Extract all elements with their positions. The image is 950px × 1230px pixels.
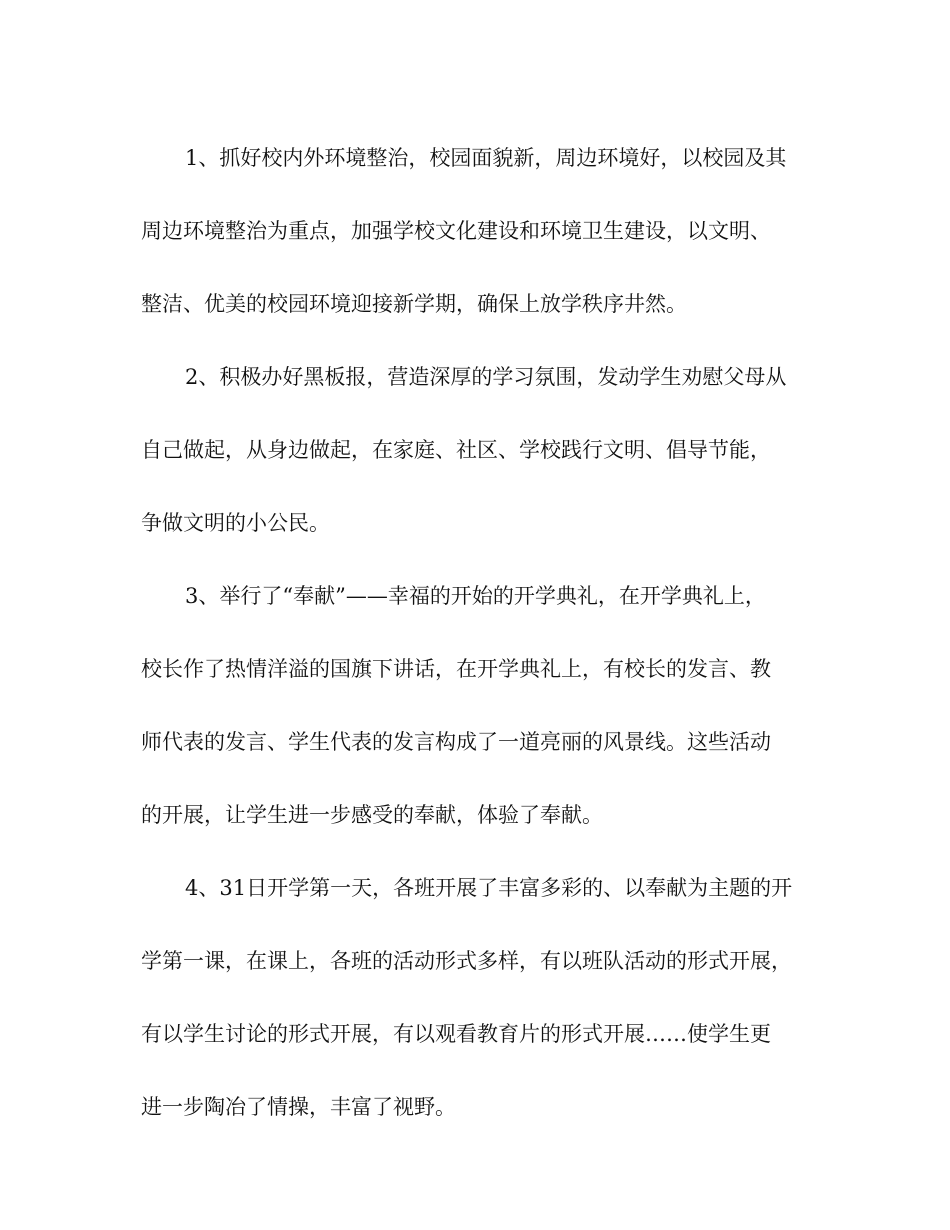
paragraph-1 [141, 122, 811, 341]
text-line: 3、举行了“奉献”——幸福的开始的开学典礼，在开学典礼上， [185, 584, 766, 608]
text-line: 争做文明的小公民。 [141, 511, 330, 535]
text-line: 2、积极办好黑板报，营造深厚的学习氛围，发动学生劝慰父母从 [185, 365, 787, 389]
text-line: 有以学生讨论的形式开展，有以观看教育片的形式开展……使学生更 [141, 1022, 771, 1046]
text-line: 1、抓好校内外环境整治，校园面貌新，周边环境好，以校园及其 [185, 146, 787, 170]
paragraph-2 [141, 341, 811, 560]
text-line: 师代表的发言、学生代表的发言构成了一道亮丽的风景线。这些活动 [141, 730, 771, 754]
text-line: 学第一课，在课上，各班的活动形式多样，有以班队活动的形式开展， [141, 949, 792, 973]
text-line: 的开展，让学生进一步感受的奉献，体验了奉献。 [141, 803, 603, 827]
text-line: 4、31日开学第一天，各班开展了丰富多彩的、以奉献为主题的开 [185, 876, 793, 900]
paragraph-3 [141, 560, 811, 852]
document-body [141, 122, 811, 1144]
text-line: 校长作了热情洋溢的国旗下讲话，在开学典礼上，有校长的发言、教 [141, 657, 771, 681]
text-line: 自己做起，从身边做起，在家庭、社区、学校践行文明、倡导节能， [141, 438, 771, 462]
text-line: 周边环境整治为重点，加强学校文化建设和环境卫生建设，以文明、 [141, 219, 771, 243]
paragraph-4 [141, 852, 811, 1144]
text-line: 进一步陶冶了情操，丰富了视野。 [141, 1095, 456, 1119]
text-line: 整洁、优美的校园环境迎接新学期，确保上放学秩序井然。 [141, 292, 687, 316]
